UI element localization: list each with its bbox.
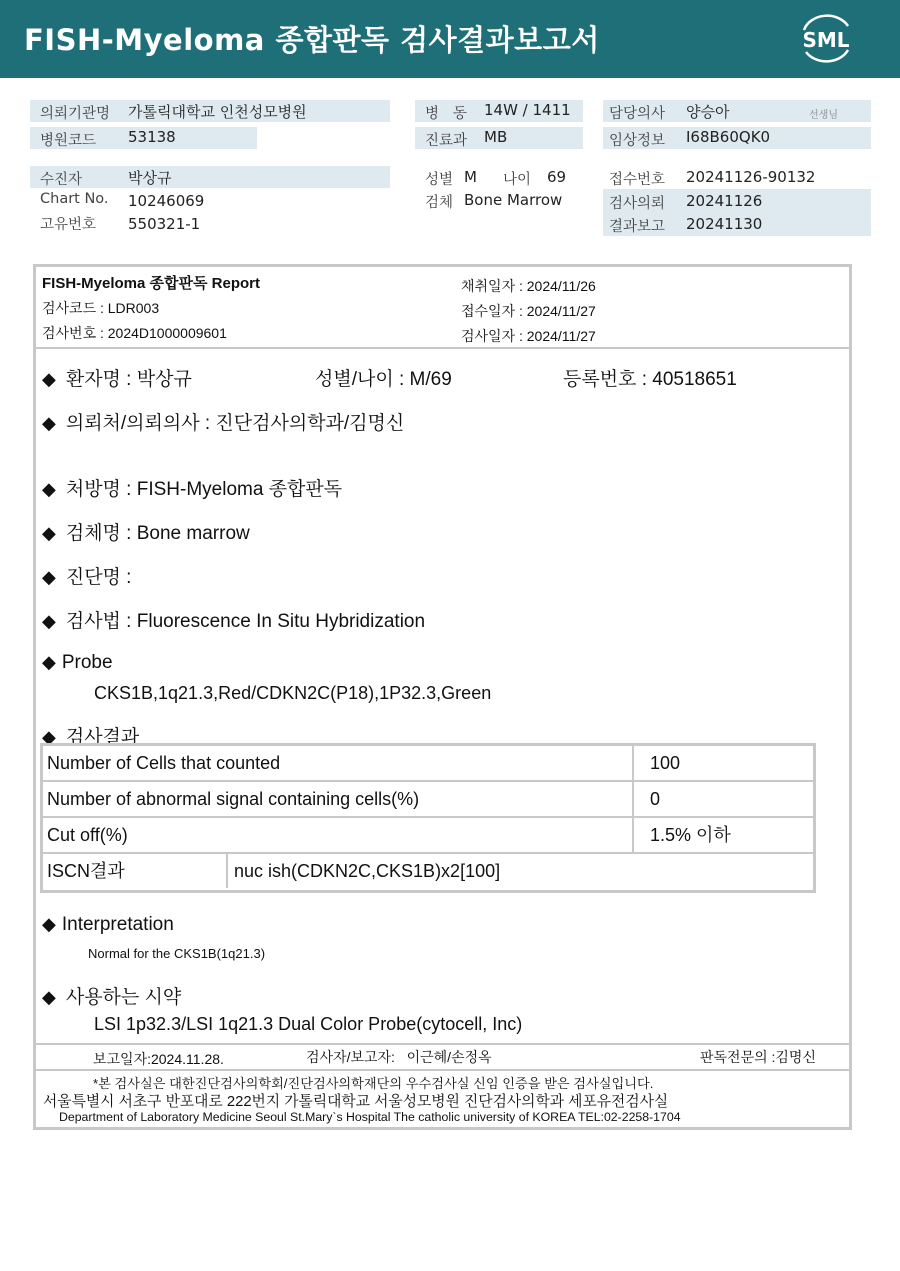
dept-label: 진료과	[425, 133, 468, 149]
receipt-label: 접수번호	[609, 172, 666, 188]
diamond-icon: ◆	[42, 567, 56, 587]
report-value: 20241130	[686, 215, 763, 233]
receive-date: 접수일자 : 2024/11/27	[461, 303, 596, 319]
probe-value: CKS1B,1q21.3,Red/CDKN2C(P18),1P32.3,Green	[94, 683, 492, 703]
patient-bar	[30, 166, 390, 188]
prescription-line: ◆ 처방명 : FISH-Myeloma 종합판독	[42, 479, 343, 500]
test-date: 검사일자 : 2024/11/27	[461, 328, 596, 344]
result-table	[40, 743, 816, 893]
svg-text:SML: SML	[802, 28, 850, 52]
sex-age-line: 성별/나이 : M/69	[315, 369, 452, 390]
result-value: 0	[650, 789, 661, 809]
table-row	[43, 854, 813, 890]
table-row	[43, 818, 813, 854]
request-label: 검사의뢰	[609, 196, 666, 212]
request-value: 20241126	[686, 192, 763, 210]
probe-title: ◆ Probe	[42, 652, 113, 673]
sml-logo-icon	[796, 12, 856, 66]
specimen-value: Bone Marrow	[464, 191, 563, 209]
examiners: 검사자/보고자: 이근혜/손정옥	[306, 1049, 492, 1065]
table-row	[43, 782, 813, 818]
diagnosis-line: ◆ 진단명 :	[42, 567, 132, 588]
diamond-icon: ◆	[42, 413, 56, 433]
ward-value: 14W / 1411	[484, 101, 571, 119]
cert-notice: *본 검사실은 대한진단검사의학회/진단검사의학재단의 우수검사실 신임 인증을 받은 검사실입니다.	[93, 1076, 654, 1091]
hospital-code-value: 53138	[128, 128, 176, 146]
report-date: 보고일자:2024.11.28.	[93, 1051, 224, 1067]
reagent-value: LSI 1p32.3/LSI 1q21.3 Dual Color Probe(cytocell, Inc)	[94, 1014, 523, 1034]
specimen-label: 검체	[425, 195, 454, 211]
reg-no-line: 등록번호 : 40518651	[563, 369, 737, 390]
diamond-icon: ◆	[42, 652, 56, 672]
result-label: Cut off(%)	[47, 825, 128, 845]
ward-label: 병 동	[425, 106, 467, 122]
interp-value: Normal for the CKS1B(1q21.3)	[88, 946, 266, 961]
header-bar	[0, 0, 900, 78]
specimen-line: ◆ 검체명 : Bone marrow	[42, 523, 250, 544]
diamond-icon: ◆	[42, 523, 56, 543]
dept-value: MB	[484, 128, 508, 146]
iscn-value: nuc ish(CDKN2C,CKS1B)x2[100]	[234, 861, 501, 881]
doctor-label: 담당의사	[609, 106, 666, 122]
sex-value: M	[464, 168, 477, 186]
clinical-value: I68B60QK0	[686, 128, 771, 146]
collect-date: 채취일자 : 2024/11/26	[461, 278, 596, 294]
diamond-icon: ◆	[42, 914, 56, 934]
test-no: 검사번호 : 2024D1000009601	[42, 325, 227, 341]
clinical-label: 임상정보	[609, 133, 666, 149]
page-title: FISH-Myeloma 종합판독 검사결과보고서	[24, 23, 600, 57]
interp-title: ◆ Interpretation	[42, 914, 174, 935]
lab-address: 서울특별시 서초구 반포대로 222번지 가톨릭대학교 서울성모병원 진단검사의학과 세포유전검사실	[43, 1094, 669, 1110]
result-value: 100	[650, 753, 681, 773]
chart-label: Chart No.	[40, 191, 109, 207]
test-code: 검사코드 : LDR003	[42, 300, 160, 316]
result-value: 1.5% 이하	[650, 825, 731, 845]
doctor-suffix: 선생님	[809, 110, 838, 121]
diamond-icon: ◆	[42, 727, 56, 747]
doctor-value: 양승아	[686, 103, 730, 121]
diamond-icon: ◆	[42, 479, 56, 499]
age-value: 69	[547, 168, 567, 186]
diamond-icon: ◆	[42, 611, 56, 631]
hospital-code-label: 병원코드	[40, 133, 97, 149]
report-label: 결과보고	[609, 219, 666, 235]
result-title: ◆ 검사결과	[42, 727, 140, 748]
chart-value: 10246069	[128, 192, 205, 210]
report-title: FISH-Myeloma 종합판독 Report	[42, 275, 260, 292]
patient-label: 수진자	[40, 172, 83, 188]
unique-value: 550321-1	[128, 215, 201, 233]
diamond-icon: ◆	[42, 987, 56, 1007]
result-label: Number of Cells that counted	[47, 753, 281, 773]
iscn-label: ISCN결과	[47, 861, 125, 881]
age-label: 나이	[503, 172, 532, 188]
specialist: 판독전문의 :김명신	[700, 1049, 816, 1065]
dept-english: Department of Laboratory Medicine Seoul St.Mary`s Hospital The catholic university of KOREA TEL:02-2258-1704	[59, 1110, 681, 1124]
reagent-title: ◆ 사용하는 시약	[42, 987, 182, 1008]
client-label: 의뢰기관명	[40, 106, 111, 122]
patient-name-line: ◆ 환자명 : 박상규	[42, 369, 192, 390]
table-row	[43, 746, 813, 782]
result-label: Number of abnormal signal containing cells(%)	[47, 789, 420, 809]
receipt-value: 20241126-90132	[686, 168, 816, 186]
requester-line: ◆ 의뢰처/의뢰의사 : 진단검사의학과/김명신	[42, 413, 405, 434]
patient-value: 박상규	[128, 169, 172, 187]
unique-label: 고유번호	[40, 217, 97, 233]
diamond-icon: ◆	[42, 369, 56, 389]
client-value: 가톨릭대학교 인천성모병원	[128, 103, 307, 121]
method-line: ◆ 검사법 : Fluorescence In Situ Hybridization	[42, 611, 426, 632]
sex-label: 성별	[425, 172, 454, 188]
